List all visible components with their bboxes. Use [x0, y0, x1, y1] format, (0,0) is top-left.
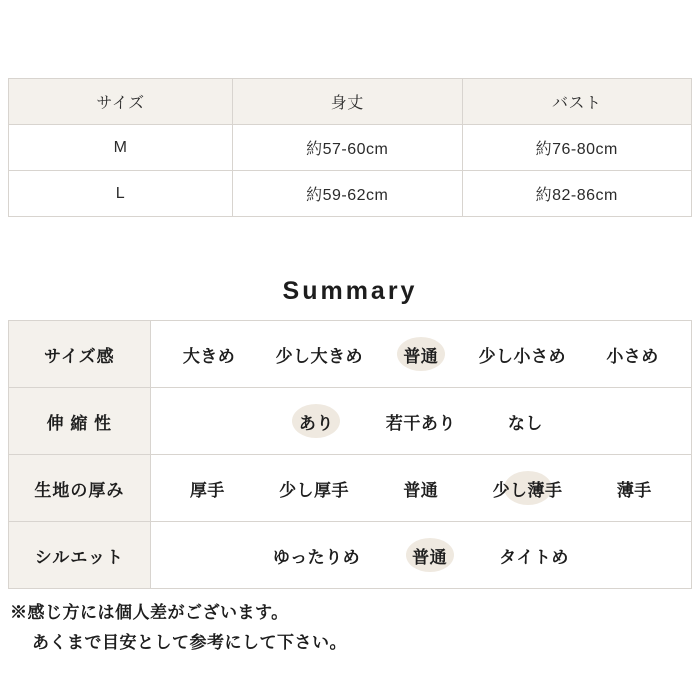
summary-row-options: [150, 522, 691, 589]
summary-option[interactable]: 薄手: [616, 480, 652, 500]
summary-row-options: [150, 388, 691, 455]
table-row: [9, 321, 692, 388]
size-table-container: [8, 78, 692, 217]
size-table: [8, 78, 692, 217]
summary-row-label: サイズ感: [9, 321, 151, 388]
summary-title: Summary: [282, 277, 418, 305]
summary-option[interactable]: 大きめ: [182, 346, 236, 366]
summary-option-selected[interactable]: 少し薄手: [489, 470, 567, 507]
summary-option-selected[interactable]: 普通: [408, 537, 451, 574]
summary-row-options: [150, 321, 691, 388]
summary-table: [8, 320, 692, 589]
bust-cell: 約82-86cm: [462, 171, 692, 217]
summary-row-options: [150, 455, 691, 522]
disclaimer-line-1: ※感じ方には個人差がございます。: [10, 603, 289, 622]
table-row: [9, 125, 692, 171]
size-table-header-cell: バスト: [462, 79, 692, 125]
summary-option[interactable]: ゆったりめ: [272, 547, 361, 567]
disclaimer-line-2: あくまで目安として参考にして下さい。: [32, 632, 347, 652]
size-cell: L: [9, 171, 233, 217]
length-cell: 約57-60cm: [233, 125, 462, 171]
table-row: [9, 171, 692, 217]
summary-table-container: [8, 320, 692, 589]
summary-row-label: 伸 縮 性: [9, 388, 151, 455]
summary-option[interactable]: 少し小さめ: [478, 346, 567, 366]
table-row: [9, 455, 692, 522]
length-cell: 約59-62cm: [233, 171, 462, 217]
size-cell: M: [9, 125, 233, 171]
size-table-header-cell: 身丈: [233, 79, 462, 125]
summary-option[interactable]: 厚手: [189, 480, 225, 500]
summary-option[interactable]: 普通: [403, 480, 439, 500]
summary-row-label: シルエット: [9, 522, 151, 589]
bust-cell: 約76-80cm: [462, 125, 692, 171]
summary-option[interactable]: 少し厚手: [279, 480, 350, 500]
summary-option[interactable]: 若干あり: [385, 413, 456, 433]
disclaimer-note: [10, 598, 690, 658]
summary-option[interactable]: 小さめ: [606, 346, 659, 366]
table-row: [9, 388, 692, 455]
table-row: [9, 522, 692, 589]
summary-option-selected[interactable]: 普通: [399, 336, 442, 373]
summary-option[interactable]: なし: [507, 413, 543, 433]
summary-option-selected[interactable]: あり: [295, 403, 338, 440]
size-table-header-row: [9, 79, 692, 125]
summary-row-label: 生地の厚み: [9, 455, 151, 522]
summary-option[interactable]: 少し大きめ: [275, 346, 364, 366]
size-table-header-cell: サイズ: [9, 79, 233, 125]
summary-option[interactable]: タイトめ: [499, 547, 569, 567]
